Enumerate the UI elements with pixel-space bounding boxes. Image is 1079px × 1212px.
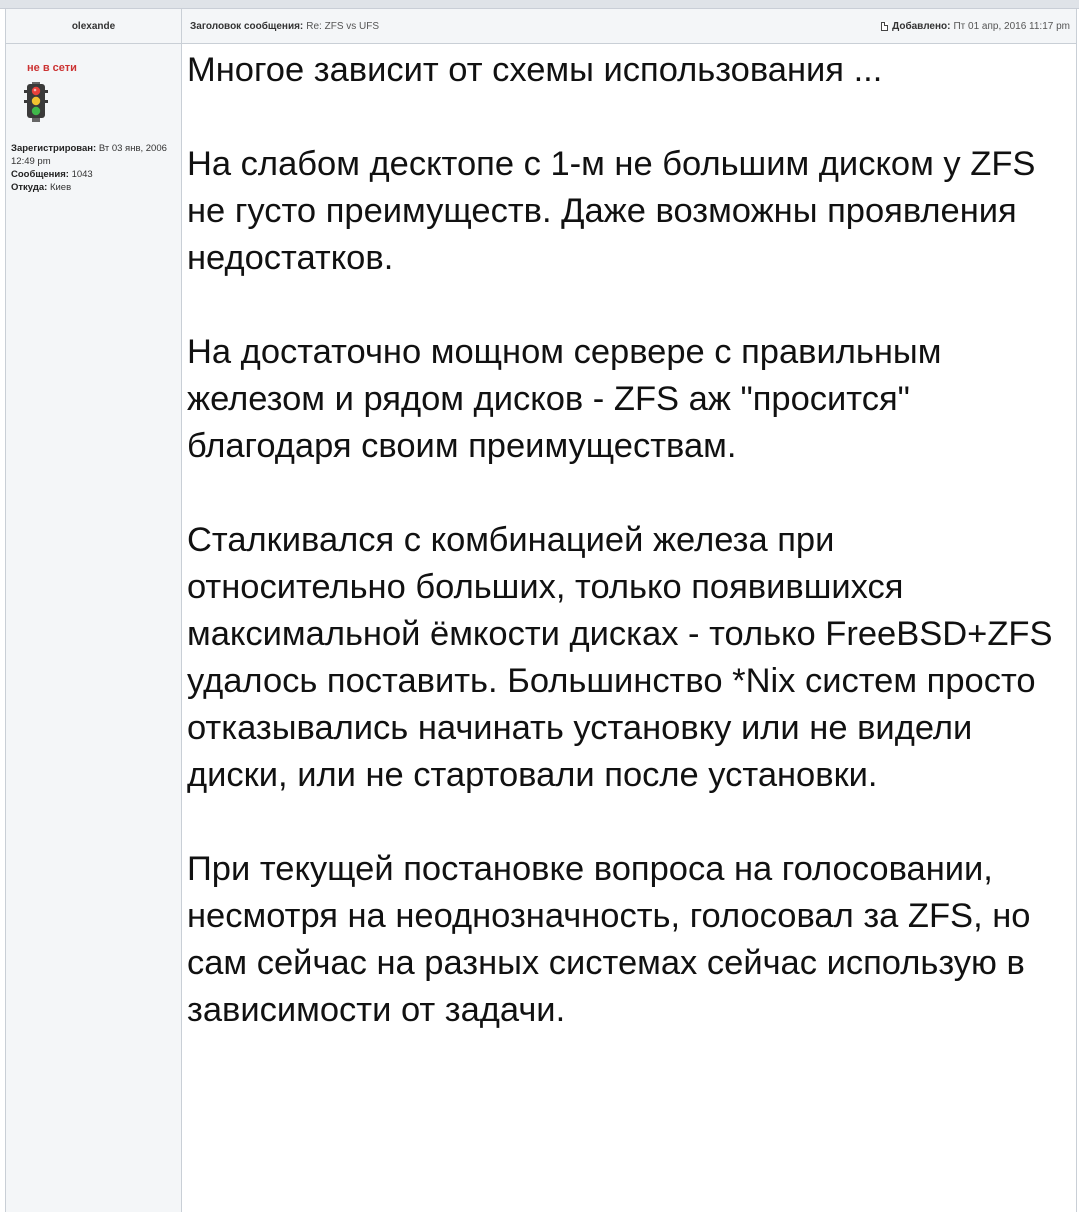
traffic-light-icon — [21, 82, 51, 122]
subject-value: Re: ZFS vs UFS — [306, 20, 380, 32]
location-line — [11, 181, 176, 194]
author-name[interactable]: olexande — [6, 9, 182, 43]
post-date — [881, 9, 1070, 43]
post-paragraph: Сталкивался с комбинацией железа при относительно больших, только появившихся максимальной ёмкости дисках - только FreeBSD+ZFS удалось поставить. Большинство *Nix систем просто отказывались начинать установку или не видели диски, или не стартовали после установки. — [187, 521, 1053, 794]
top-edge-bar — [0, 0, 1079, 9]
post-body — [187, 47, 1057, 1034]
post-subject — [190, 9, 379, 43]
post-header — [6, 9, 1076, 44]
post-paragraph: На достаточно мощном сервере с правильным железом и рядом дисков - ZFS аж "просится" благодаря своим преимуществам. — [187, 333, 942, 465]
posts-label: Сообщения: — [11, 169, 69, 180]
location-value: Киев — [49, 182, 72, 193]
subject-label: Заголовок сообщения: — [190, 20, 304, 32]
post-link-icon[interactable] — [881, 22, 888, 31]
registered-line — [11, 142, 176, 168]
post-paragraph: На слабом десктопе с 1-м не большим диском у ZFS не густо преимуществ. Даже возможны проявления недостатков. — [187, 145, 1036, 277]
online-status: не в сети — [27, 62, 77, 74]
posts-line — [11, 168, 176, 181]
profile-details — [11, 142, 176, 194]
registered-value: Вт 03 янв, 2006 12:49 pm — [11, 143, 167, 167]
posts-value: 1043 — [71, 169, 93, 180]
posted-value: Пт 01 апр, 2016 11:17 pm — [953, 20, 1070, 32]
post-paragraph: При текущей постановке вопроса на голосовании, несмотря на неоднозначность, голосовал за ZFS, но сам сейчас на разных системах сейчас использую в зависимости от задачи. — [187, 850, 1031, 1029]
location-label: Откуда: — [11, 182, 48, 193]
author-profile — [6, 44, 182, 1212]
post-paragraph: Многое зависит от схемы использования ... — [187, 51, 883, 89]
registered-label: Зарегистрирован: — [11, 143, 97, 154]
posted-label: Добавлено: — [892, 20, 951, 32]
